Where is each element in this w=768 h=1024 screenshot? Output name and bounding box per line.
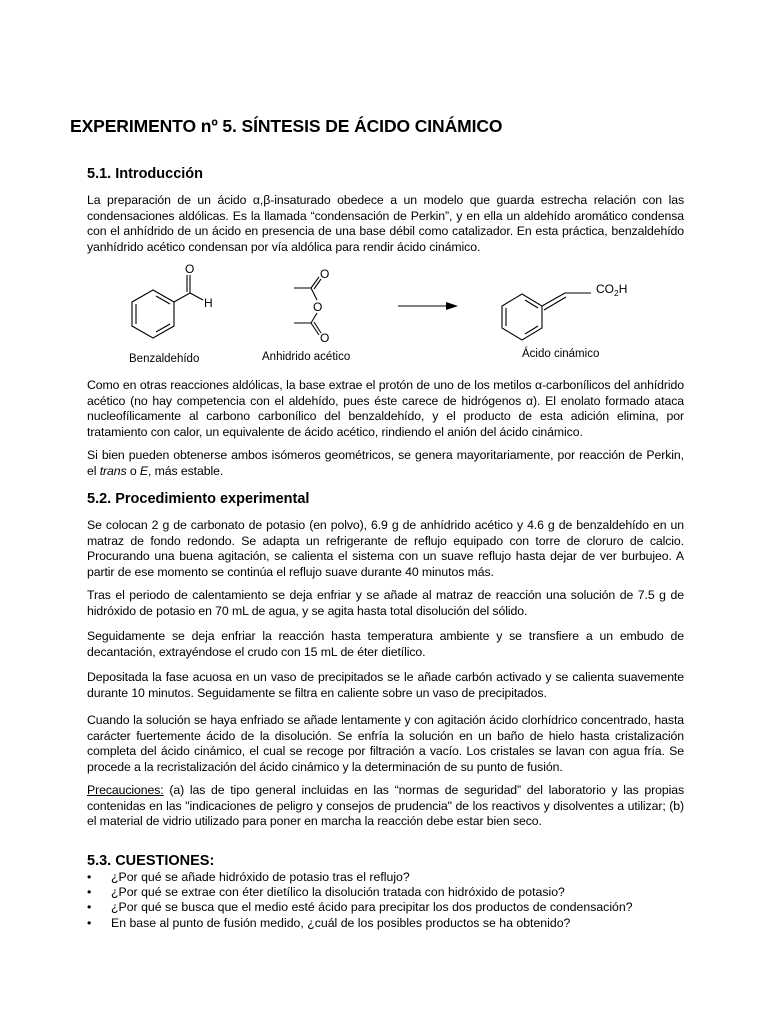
list-item	[87, 916, 687, 931]
precautions-label: Precauciones:	[87, 783, 164, 797]
anhydride-oxygen-bottom-label: O	[320, 331, 330, 345]
bullet: •	[87, 900, 92, 915]
co2h-co: CO	[596, 282, 614, 296]
co2h-h: H	[618, 282, 628, 296]
list-item	[87, 870, 687, 885]
questions-list	[87, 870, 687, 931]
anhydride-oxygen-top-label: O	[320, 267, 330, 281]
procedure-paragraph-3: Seguidamente se deja enfriar la reacción hasta temperatura ambiente y se transfiere a un embudo de decantación, extrayéndose el crudo con 15 mL de éter dietílico.	[87, 629, 684, 659]
section-heading-procedimiento: 5.2. Procedimiento experimental	[87, 491, 310, 507]
question-text: ¿Por qué se extrae con éter dietílico la disolución tratada con hidróxido de potasio?	[111, 885, 565, 900]
anhydride-bridge-oxygen-label: O	[313, 300, 323, 314]
cinnamic-acid-structure	[502, 293, 591, 340]
list-item	[87, 885, 687, 900]
list-item	[87, 900, 687, 915]
bullet: •	[87, 885, 92, 900]
bullet: •	[87, 870, 92, 884]
document-title: EXPERIMENTO nº 5. SÍNTESIS DE ÁCIDO CINÁMICO	[70, 116, 503, 136]
procedure-paragraph-2: Tras el periodo de calentamiento se deja enfriar y se añade al matraz de reacción una solución de 7.5 g de hidróxido de potasio en 70 mL de agua, y se agita hasta total disolución del sólido.	[87, 588, 684, 618]
precautions-text: (a) las de tipo general incluidas en las “normas de seguridad” del laboratorio y las propias contenidas en las "indicaciones de peligro y consejos de prudencia" de los reactivos y disolventes a utilizar; (b) el material de vidrio utilizado para poner en marcha la reacción debe estar bien seco.	[87, 783, 684, 829]
carboxylic-group-label	[596, 282, 627, 298]
intro-paragraph-1: La preparación de un ácido α,β-insaturado obedece a un modelo que guarda estrecha relación con las condensaciones aldólicas. Es la llamada “condensación de Perkin”, y en ella un aldehído aromático condensa con el anhídrido de un ácido en presencia de una base débil como catalizador. En esta práctica, benzaldehído yanhídrido acético condensan por vía aldólica para rendir ácido cinámico.	[87, 193, 684, 254]
question-text: En base al punto de fusión medido, ¿cuál de los posibles productos se ha obtenido?	[111, 915, 571, 930]
procedure-paragraph-5: Cuando la solución se haya enfriado se añade lentamente y con agitación ácido clorhídrico concentrado, hasta carácter fuertemente ácido de la disolución. Se enfría la solución en un baño de hielo hasta cristalización completa del ácido cinámico, el cual se recoge por filtración a vacío. Los cristales se lavan con agua fría. Se procede a la recristalización del ácido cinámico y la determinación de su punto de fusión.	[87, 713, 684, 774]
question-text: ¿Por qué se busca que el medio esté ácido para precipitar los dos productos de condensación?	[111, 900, 633, 915]
co2h-subscript: 2	[614, 288, 619, 298]
cinnamic-acid-label: Ácido cinámico	[522, 348, 600, 360]
intro-paragraph-2: Como en otras reacciones aldólicas, la base extrae el protón de uno de los metilos α-carbonílicos del anhídrido acético (no hay competencia con el aldehído, pues éste carece de hidrógenos α). El enolato formado ataca nucleofílicamente al carbono carbonílico del benzaldehído, y el producto de esta adición elimina, por tratamiento con calor, un equivalente de ácido acético, rindiendo el anión del ácido cinámico.	[87, 378, 684, 439]
section-heading-cuestiones: 5.3. CUESTIONES:	[87, 853, 215, 869]
reaction-scheme	[87, 258, 684, 370]
intro-paragraph-3	[87, 448, 684, 479]
p3-text-a: Si bien pueden obtenerse ambos isómeros geométricos, se genera mayoritariamente, por reacción de Perkin, el	[87, 448, 684, 478]
aldehyde-oxygen-label: O	[185, 262, 195, 276]
question-text: ¿Por qué se añade hidróxido de potasio tras el reflujo?	[111, 870, 410, 884]
benzaldehyde-label: Benzaldehído	[129, 353, 200, 365]
procedure-paragraph-4: Depositada la fase acuosa en un vaso de precipitados se le añade carbón activado y se calienta suavemente durante 10 minutos. Seguidamente se filtra en caliente sobre un vaso de precipitados.	[87, 670, 684, 700]
p3-e: E	[139, 463, 149, 478]
p3-trans: trans	[99, 463, 127, 478]
precautions-paragraph	[87, 783, 684, 830]
p3-text-b: o	[126, 463, 140, 478]
procedure-paragraph-1: Se colocan 2 g de carbonato de potasio (en polvo), 6.9 g de anhídrido acético y 4.6 g de benzaldehído en un matraz de fondo redondo. Se adapta un refrigerante de reflujo equipado con torre de cloruro de calcio. Procurando una buena agitación, se calienta el sistema con un suave reflujo hasta dejar de ver burbujeo. A partir de ese momento se continúa el reflujo suave durante 40 minutos más.	[87, 518, 684, 579]
bullet: •	[87, 915, 92, 930]
section-heading-introduccion: 5.1. Introducción	[87, 166, 204, 182]
p3-text-c: , más estable.	[148, 463, 224, 478]
aldehyde-hydrogen-label: H	[204, 296, 213, 310]
benzaldehyde-structure	[132, 275, 203, 338]
acetic-anhydride-label: Anhidrido acético	[262, 351, 351, 363]
